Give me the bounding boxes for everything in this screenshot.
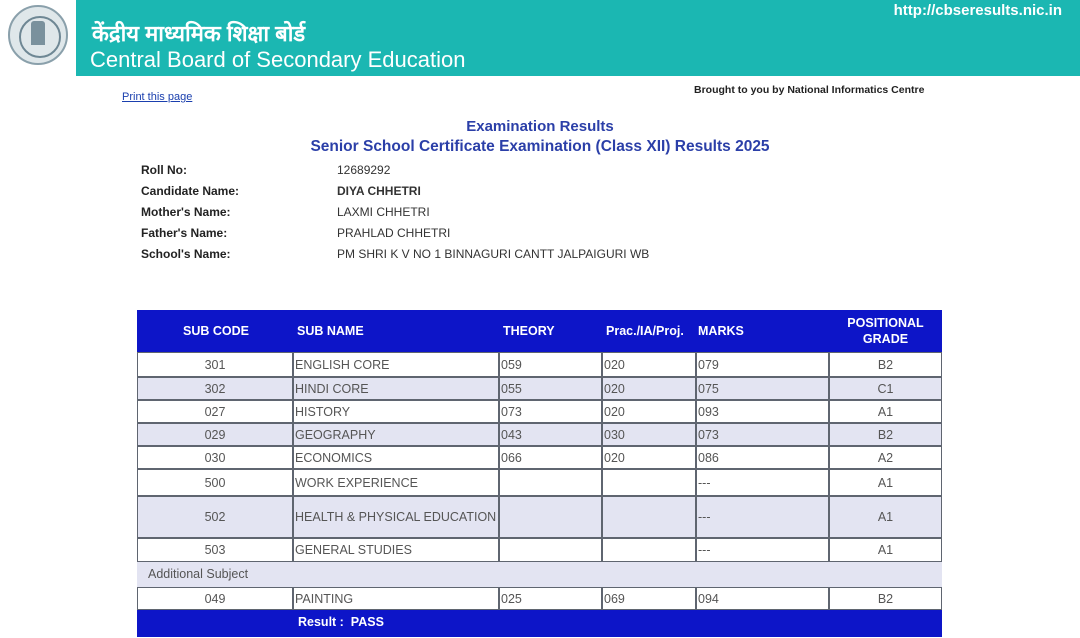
sub-name-cell: HINDI CORE <box>293 377 499 400</box>
sub-name-cell: HISTORY <box>293 400 499 423</box>
grade-cell: A1 <box>829 538 942 562</box>
theory-cell: 066 <box>499 446 602 469</box>
theory-cell <box>499 538 602 562</box>
practical-cell: 020 <box>602 400 696 423</box>
grade-cell: A1 <box>829 469 942 496</box>
header-grade-line2: GRADE <box>862 332 909 346</box>
brought-by-text: Brought to you by National Informatics Centre <box>694 84 925 96</box>
english-title: Central Board of Secondary Education <box>90 47 466 72</box>
exam-subtitle: Senior School Certificate Examination (Class XII) Results 2025 <box>310 138 770 155</box>
hindi-title: केंद्रीय माध्यमिक शिक्षा बोर्ड <box>92 21 306 46</box>
sub-code-cell: 030 <box>137 446 293 469</box>
additional-subject-row <box>137 562 942 587</box>
sub-code-cell: 027 <box>137 400 293 423</box>
marks-cell: --- <box>696 538 829 562</box>
theory-cell <box>499 496 602 538</box>
result-label: Result : <box>298 615 344 629</box>
candidate-name-value: DIYA CHHETRI <box>337 184 421 198</box>
sub-name-cell: ENGLISH CORE <box>293 352 499 377</box>
additional-subject-label: Additional Subject <box>148 567 249 581</box>
sub-code-cell: 049 <box>137 587 293 610</box>
grade-cell: B2 <box>829 352 942 377</box>
table-row <box>137 496 942 538</box>
practical-cell: 020 <box>602 352 696 377</box>
practical-cell: 030 <box>602 423 696 446</box>
theory-cell <box>499 469 602 496</box>
sub-name-cell: GEOGRAPHY <box>293 423 499 446</box>
grade-cell: C1 <box>829 377 942 400</box>
sub-code-cell: 029 <box>137 423 293 446</box>
practical-cell <box>602 538 696 562</box>
sub-code-cell: 302 <box>137 377 293 400</box>
practical-cell <box>602 496 696 538</box>
table-row <box>137 377 942 400</box>
theory-cell: 043 <box>499 423 602 446</box>
cbse-emblem-icon <box>8 5 68 65</box>
sub-name-cell: WORK EXPERIENCE <box>293 469 499 496</box>
sub-name-cell: HEALTH & PHYSICAL EDUCATION <box>293 496 499 538</box>
table-header-row <box>137 310 942 352</box>
table-row <box>137 469 942 496</box>
roll-value: 12689292 <box>337 163 391 177</box>
sub-name-cell: PAINTING <box>293 587 499 610</box>
theory-cell: 055 <box>499 377 602 400</box>
grade-cell: B2 <box>829 423 942 446</box>
mother-name-label: Mother's Name: <box>141 205 231 219</box>
header-marks: MARKS <box>698 324 744 338</box>
header-banner <box>76 0 1080 76</box>
header-grade-line1: POSITIONAL <box>847 316 924 330</box>
grade-cell: B2 <box>829 587 942 610</box>
father-name-label: Father's Name: <box>141 226 228 240</box>
site-header <box>0 0 1080 76</box>
sub-name-cell: GENERAL STUDIES <box>293 538 499 562</box>
table-row <box>137 400 942 423</box>
table-row <box>137 446 942 469</box>
result-text <box>298 615 384 629</box>
sub-name-cell: ECONOMICS <box>293 446 499 469</box>
school-name-label: School's Name: <box>141 247 231 261</box>
sub-code-cell: 301 <box>137 352 293 377</box>
candidate-name-label: Candidate Name: <box>141 184 240 198</box>
father-name-value: PRAHLAD CHHETRI <box>337 226 451 240</box>
header-sub-code: SUB CODE <box>183 324 249 338</box>
exam-title: Examination Results <box>466 118 614 135</box>
marks-cell: 079 <box>696 352 829 377</box>
result-value: PASS <box>350 615 384 629</box>
header-theory: THEORY <box>503 324 555 338</box>
mother-name-value: LAXMI CHHETRI <box>337 205 430 219</box>
grade-cell: A1 <box>829 496 942 538</box>
marks-cell: 094 <box>696 587 829 610</box>
school-name-value: PM SHRI K V NO 1 BINNAGURI CANTT JALPAIGURI WB <box>337 247 650 261</box>
practical-cell: 069 <box>602 587 696 610</box>
table-row <box>137 423 942 446</box>
marks-cell: --- <box>696 469 829 496</box>
practical-cell <box>602 469 696 496</box>
header-positional-grade <box>829 310 942 352</box>
roll-label: Roll No: <box>141 163 187 177</box>
marks-cell: 093 <box>696 400 829 423</box>
theory-cell: 025 <box>499 587 602 610</box>
marks-cell: 073 <box>696 423 829 446</box>
marks-cell: 086 <box>696 446 829 469</box>
theory-cell: 073 <box>499 400 602 423</box>
result-row <box>137 610 942 637</box>
practical-cell: 020 <box>602 377 696 400</box>
practical-cell: 020 <box>602 446 696 469</box>
site-url[interactable]: http://cbseresults.nic.in <box>893 2 1062 19</box>
grade-cell: A2 <box>829 446 942 469</box>
table-row <box>137 538 942 562</box>
table-row <box>137 587 942 610</box>
logo-area <box>0 0 76 76</box>
sub-code-cell: 500 <box>137 469 293 496</box>
marks-cell: 075 <box>696 377 829 400</box>
header-practical: Prac./IA/Proj. <box>606 324 684 338</box>
print-page-link[interactable]: Print this page <box>122 91 193 103</box>
sub-code-cell: 502 <box>137 496 293 538</box>
theory-cell: 059 <box>499 352 602 377</box>
sub-code-cell: 503 <box>137 538 293 562</box>
header-sub-name: SUB NAME <box>297 324 364 338</box>
marks-cell: --- <box>696 496 829 538</box>
table-row <box>137 352 942 377</box>
grade-cell: A1 <box>829 400 942 423</box>
